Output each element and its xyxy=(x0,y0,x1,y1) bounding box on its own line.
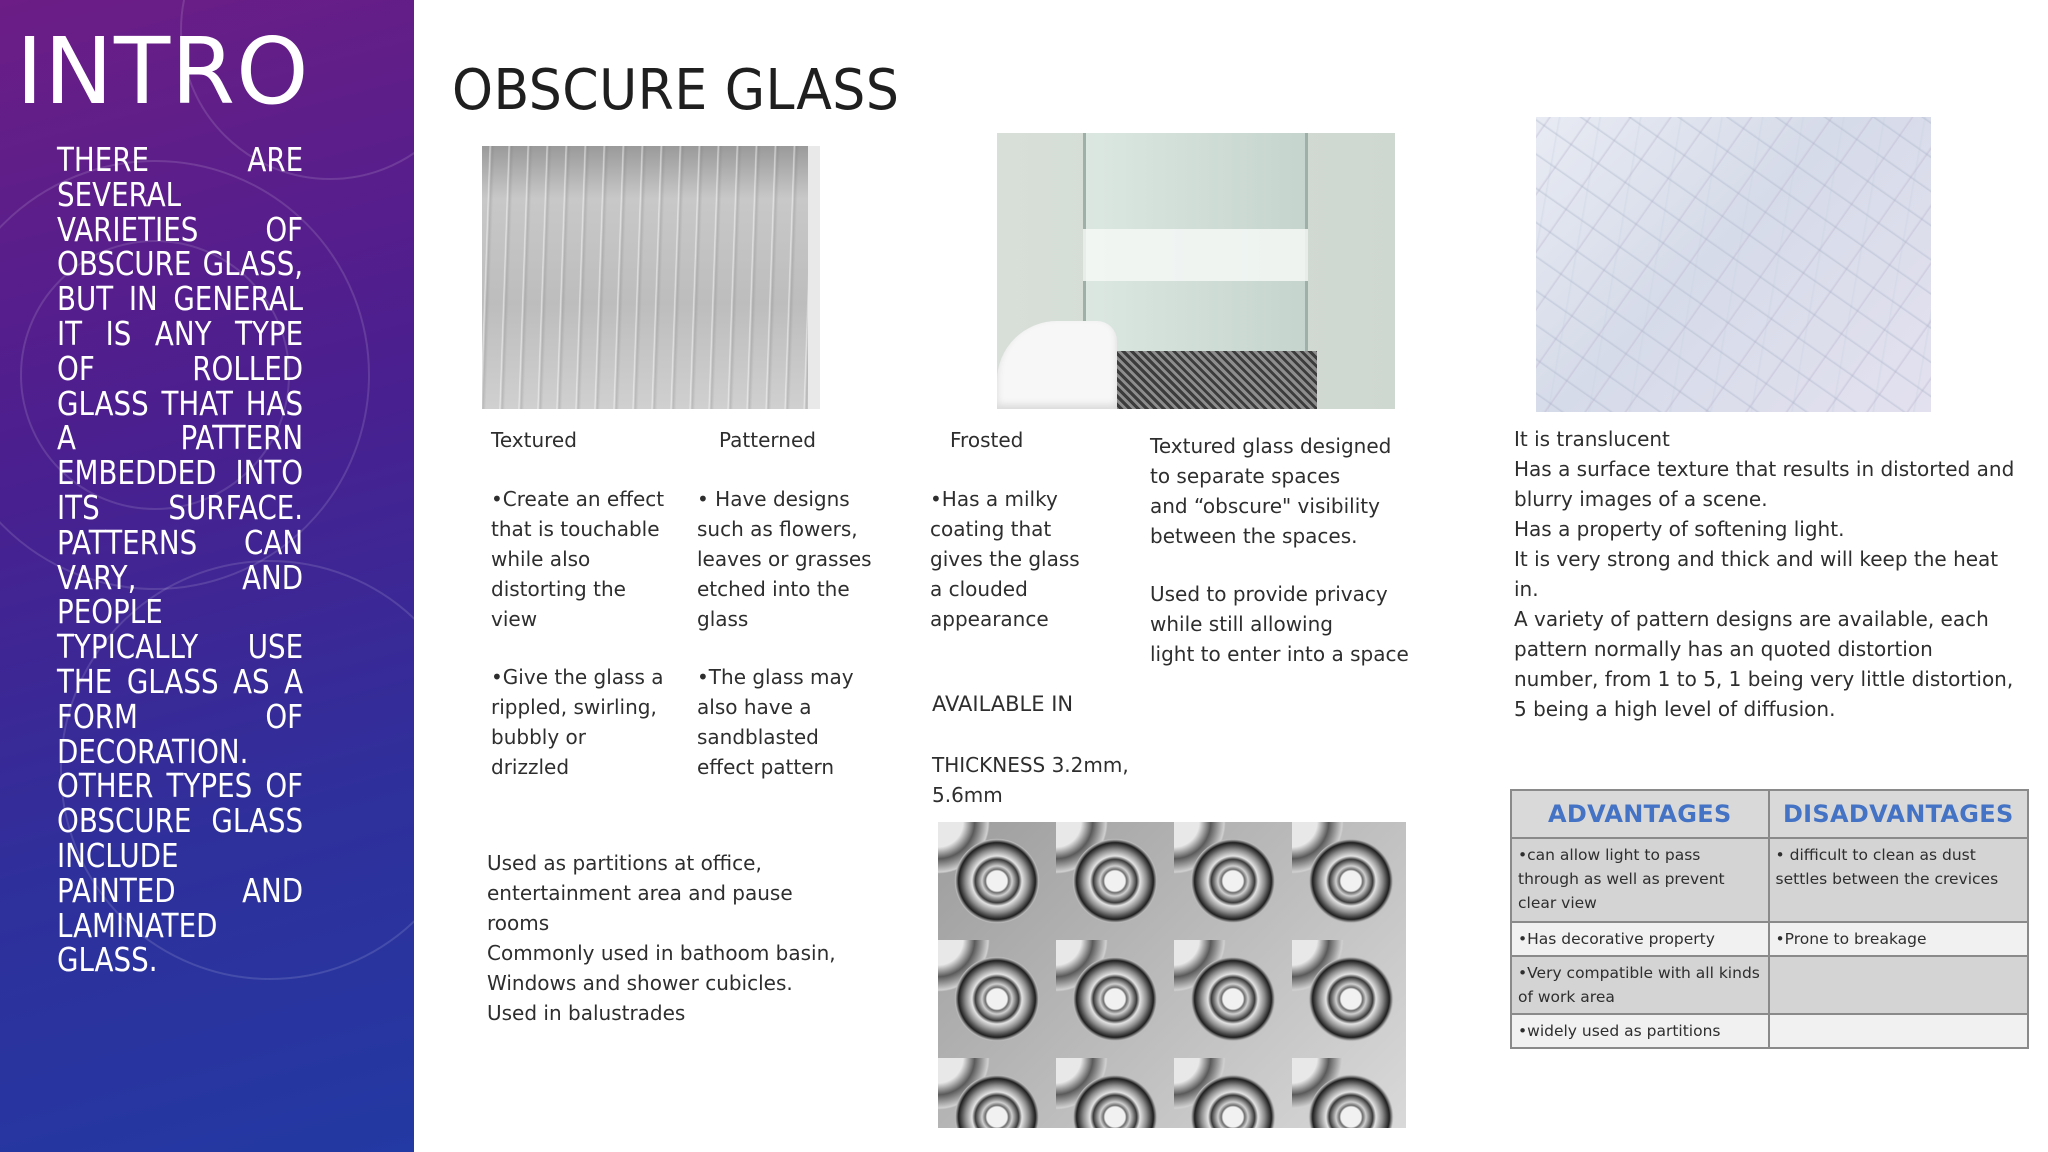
disadvantages-header: DISADVANTAGES xyxy=(1769,790,2028,838)
frosted-point-1: •Has a milky coating that gives the glass a clouded appearance xyxy=(930,487,1080,631)
textured-glass-image xyxy=(482,146,820,409)
table-row xyxy=(1511,956,2028,1014)
table-cell xyxy=(1769,1014,2028,1048)
table-cell: •widely used as partitions xyxy=(1511,1014,1769,1048)
thickness-text: THICKNESS 3.2mm, 5.6mm xyxy=(932,753,1129,807)
table-cell: •Very compatible with all kinds of work area xyxy=(1511,956,1769,1014)
page-title: OBSCURE GLASS xyxy=(452,58,900,123)
properties-text: It is translucent Has a surface texture that results in distorted and blurry images of a scene. Has a property of softening light. It is very strong and thick and will keep the heat in. A variety of pattern designs are available, each pattern normally has an quoted distortion number, from 1 to 5, 1 being very little distortion, 5 being a high level of diffusion. xyxy=(1514,427,2015,721)
advantages-disadvantages-table xyxy=(1510,789,2029,1049)
table-row xyxy=(1511,1014,2028,1048)
advantages-header: ADVANTAGES xyxy=(1511,790,1769,838)
table-cell: •Has decorative property xyxy=(1511,922,1769,956)
patterned-point-2: •The glass may also have a sandblasted effect pattern xyxy=(697,665,854,779)
intro-sidebar xyxy=(0,0,414,1152)
patterned-point-1: • Have designs such as flowers, leaves or grasses etched into the glass xyxy=(697,487,872,631)
sidebar-title: INTRO xyxy=(16,18,310,125)
textured-point-2: •Give the glass a rippled, swirling, bubbly or drizzled xyxy=(491,665,664,779)
frosted-label: Frosted xyxy=(950,428,1024,452)
uses-text: Used as partitions at office, entertainment area and pause rooms Commonly used in bathoom basin, Windows and shower cubicles. Used in balustrades xyxy=(487,851,836,1025)
sidebar-intro-text: THERE ARE SEVERAL VARIETIES OF OBSCURE GLASS, BUT IN GENERAL IT IS ANY TYPE OF ROLLED GLASS THAT HAS A PATTERN EMBEDDED INTO ITS SURFACE. PATTERNS CAN VARY, AND PEOPLE TYPICALLY USE THE GLASS AS A FORM OF DECORATION. OTHER TYPES OF OBSCURE GLASS INCLUDE PAINTED AND LAMINATED GLASS. xyxy=(57,140,304,980)
table-row xyxy=(1511,922,2028,956)
textured-label: Textured xyxy=(491,428,577,452)
table-cell: •can allow light to pass through as well as prevent clear view xyxy=(1511,838,1769,922)
frosted-shower-image xyxy=(997,133,1395,409)
available-heading: AVAILABLE IN xyxy=(932,692,1074,716)
table-row xyxy=(1511,838,2028,922)
crackle-glass-image xyxy=(1536,117,1931,412)
patterned-glass-image xyxy=(938,822,1406,1128)
textured-glass-description: Textured glass designed to separate spaces and “obscure" visibility between the spaces. xyxy=(1150,434,1392,548)
table-cell: • difficult to clean as dust settles between the crevices xyxy=(1769,838,2028,922)
patterned-label: Patterned xyxy=(719,428,816,452)
table-cell xyxy=(1769,956,2028,1014)
textured-point-1: •Create an effect that is touchable while also distorting the view xyxy=(491,487,665,631)
table-cell: •Prone to breakage xyxy=(1769,922,2028,956)
privacy-description: Used to provide privacy while still allowing light to enter into a space xyxy=(1150,582,1409,666)
